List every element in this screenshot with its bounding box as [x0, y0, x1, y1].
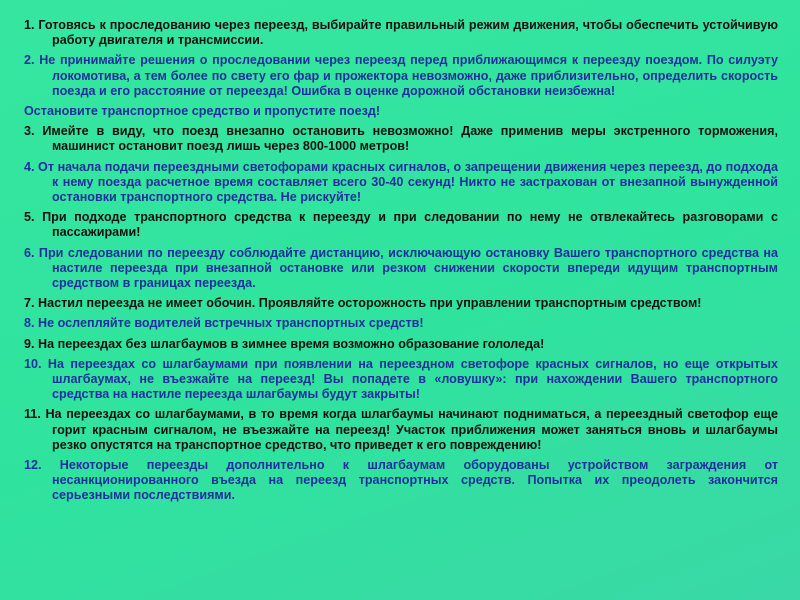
rule-5: 5. При подходе транспортного средства к переезду и при следовании по нему не отвлекайтесь разговорами с пассажирами! — [24, 210, 778, 240]
rule-10: 10. На переездах со шлагбаумами при появлении на переездном светофоре красных сигналов, но еще открытых шлагбаумах, не въезжайте на переезд! Вы попадете в «ловушку»: при нахождении Вашего транспортного средства на настиле переезда шлагбаумы будут закрыты! — [24, 356, 778, 402]
rule-4: 4. От начала подачи переездными светофорами красных сигналов, о запрещении движения через переезд, до подхода к нему поезда расчетное время составляет всего 30-40 секунд! Никто не застрахован от внезапной вынужденной остановки транспортного средства. Не рискуйте! — [24, 159, 778, 205]
rule-1: 1. Готовясь к проследованию через переезд, выбирайте правильный режим движения, чтобы обеспечить устойчивую работу двигателя и трансмиссии. — [24, 18, 778, 48]
rule-11: 11. На переездах со шлагбаумами, в то время когда шлагбаумы начинают подниматься, а переездный светофор еще горит красным сигналом, не въезжайте на переезд! Участок приближения может заняться вновь и шлагбаумы резко опустятся на транспортное средство, что приведет к его повреждению! — [24, 407, 778, 452]
rule-7: 7. Настил переезда не имеет обочин. Проявляйте осторожность при управлении транспортным средством! — [24, 296, 702, 311]
rule-8: 8. Не ослепляйте водителей встречных транспортных средств! — [24, 316, 424, 331]
rule-2-callout: Остановите транспортное средство и пропустите поезд! — [24, 104, 381, 119]
rules-text-block — [24, 18, 778, 509]
rule-9: 9. На переездах без шлагбаумов в зимнее время возможно образование гололеда! — [24, 336, 545, 351]
rule-12: 12. Некоторые переезды дополнительно к шлагбаумам оборудованы устройством заграждения от несанкционированного въезда на переезд транспортных средств. Попытка их преодолеть закончится серьезными последствиями. — [24, 458, 778, 503]
rule-2: 2. Не принимайте решения о проследовании через переезд перед приближающимся к переезду поездом. По силуэту локомотива, а тем более по свету его фар и прожектора невозможно, даже приблизительно, определить скорость поезда и его расстояние от переезда! Ошибка в оценке дорожной обстановки неизбежна! — [24, 53, 778, 98]
rule-6: 6. При следовании по переезду соблюдайте дистанцию, исключающую остановку Вашего транспортного средства на настиле переезда при внезапной остановке или резком снижении скорости впереди идущим транспортным средством в границах переезда. — [24, 245, 778, 291]
rule-3: 3. Имейте в виду, что поезд внезапно остановить невозможно! Даже применив меры экстренного торможения, машинист остановит поезд лишь через 800-1000 метров! — [24, 124, 778, 154]
